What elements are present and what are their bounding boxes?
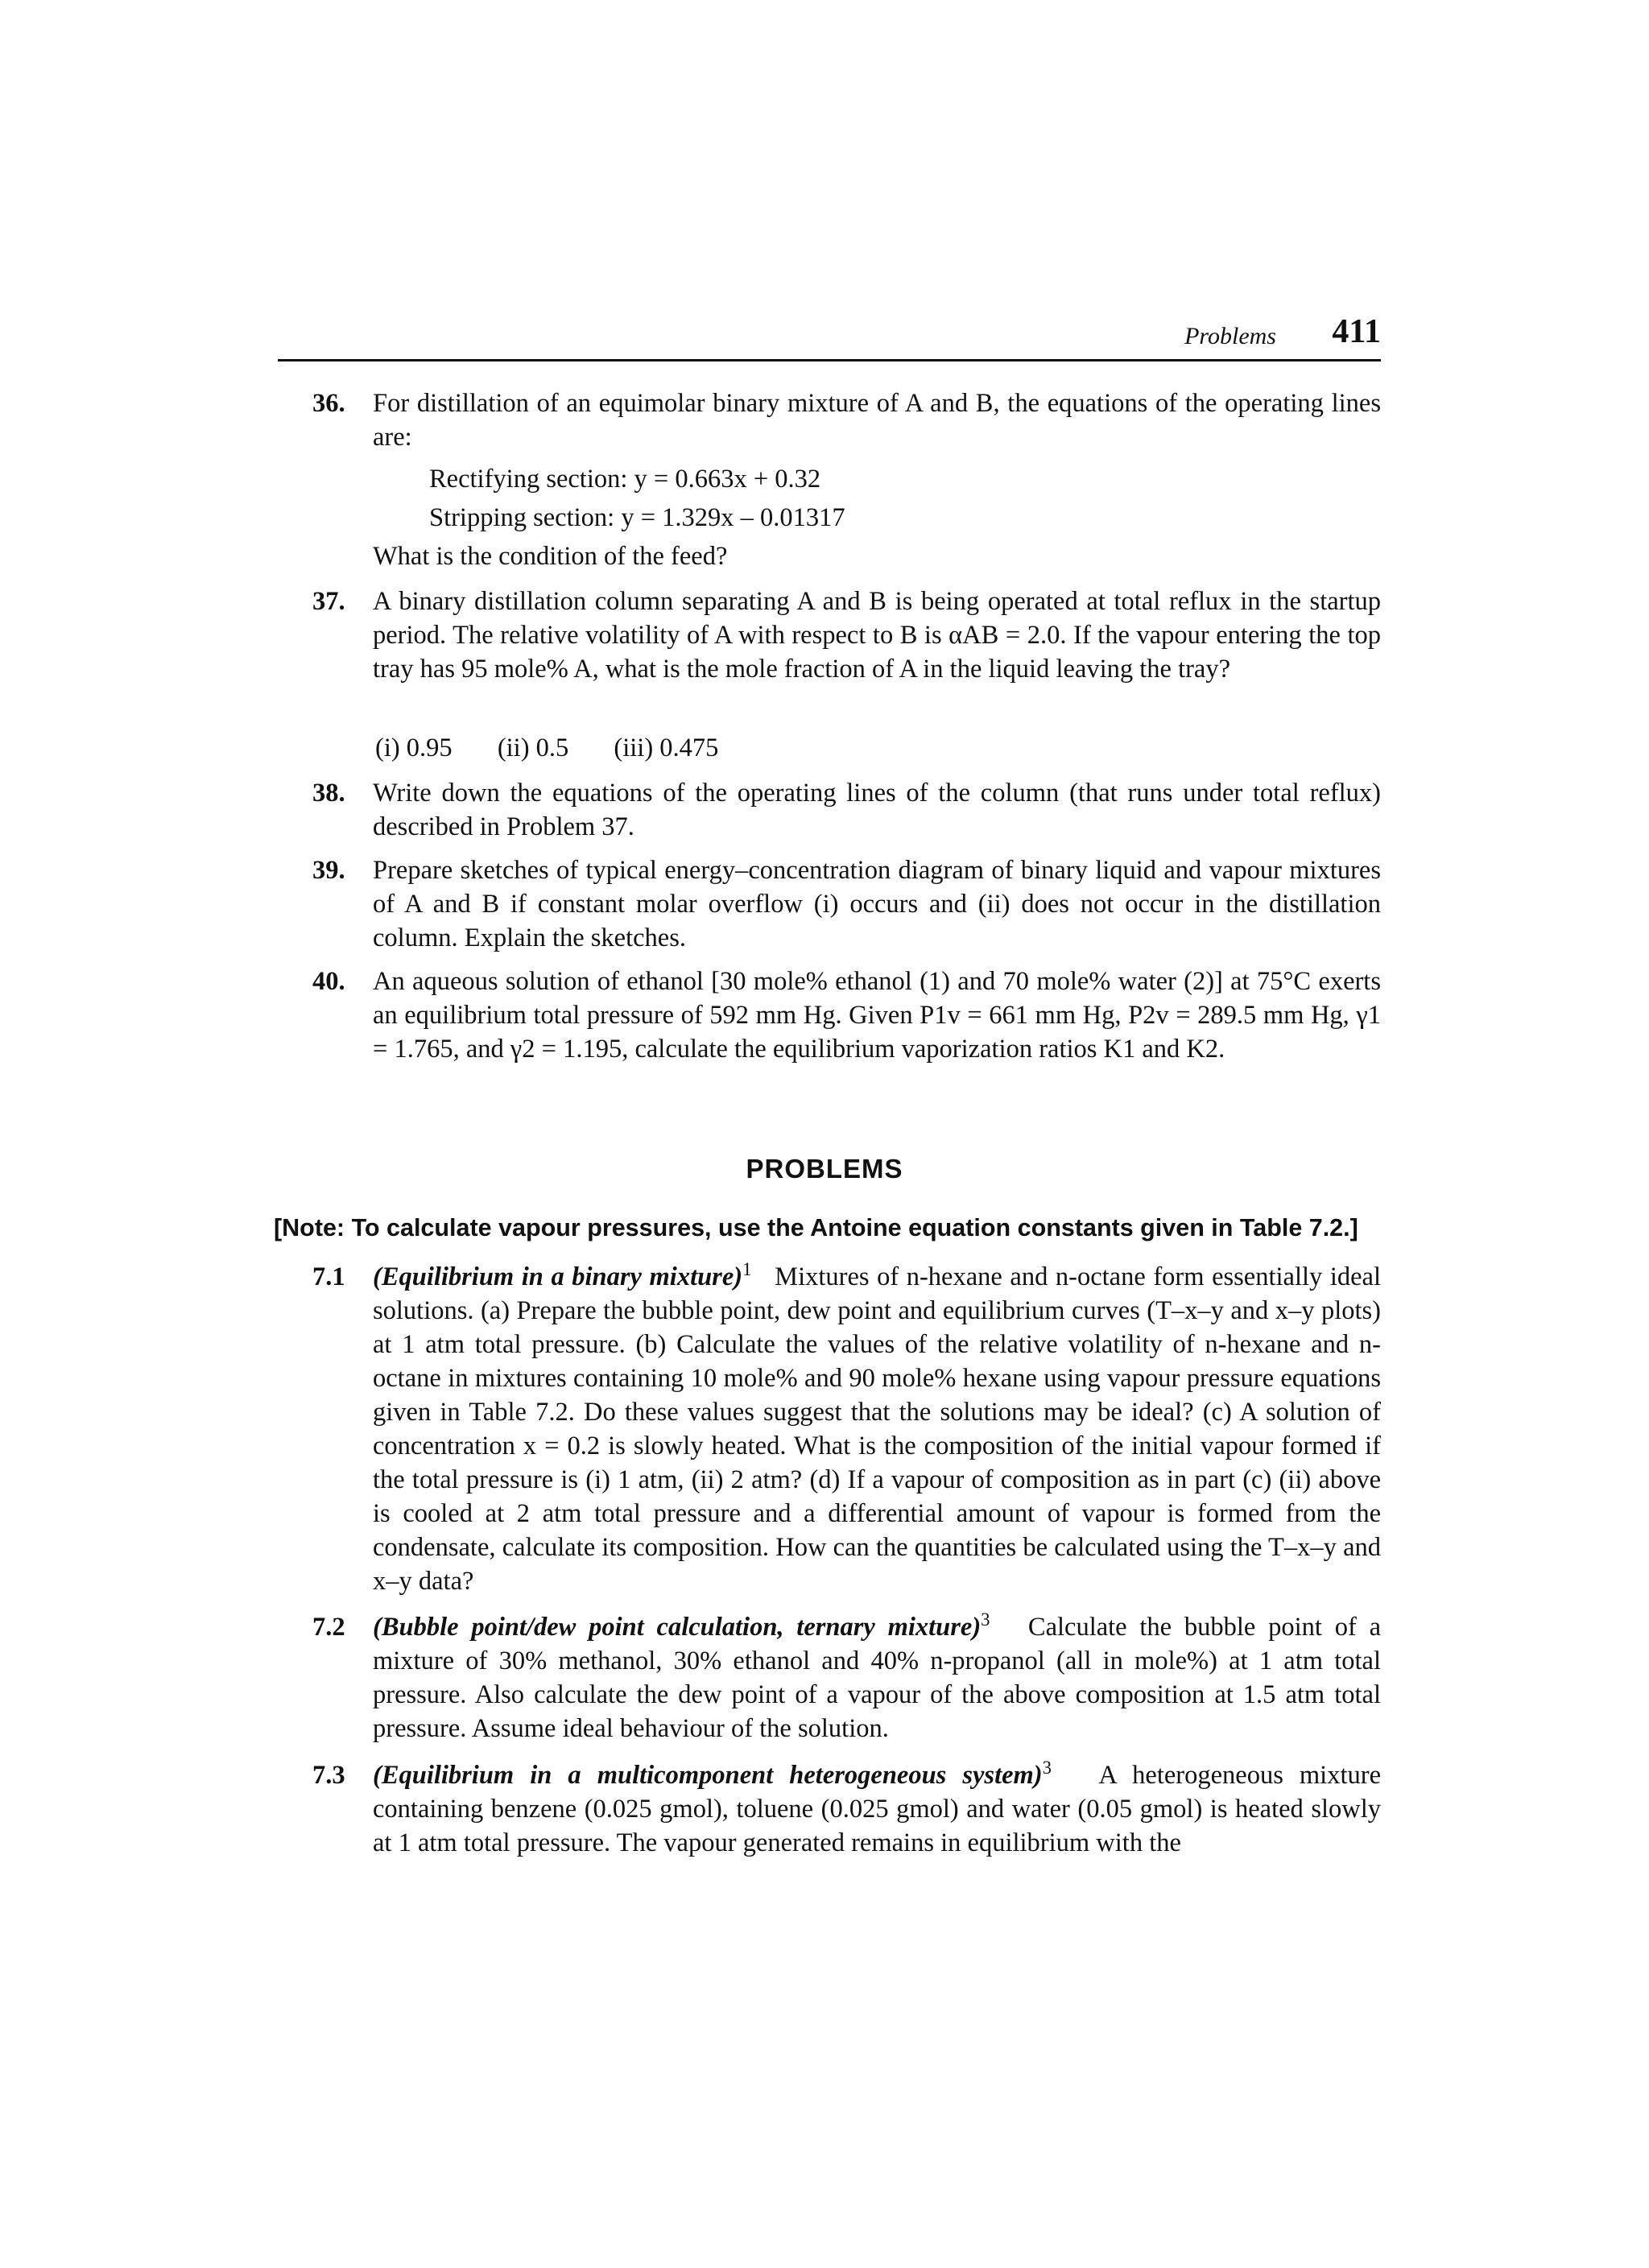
problem-number: 7.3 xyxy=(312,1761,345,1790)
reference-mark: 3 xyxy=(1042,1758,1052,1778)
question-number: 36. xyxy=(312,389,345,418)
antoine-note: [Note: To calculate vapour pressures, use the Antoine equation constants given in Table 7.2.] xyxy=(274,1214,1358,1241)
question-40-text: An aqueous solution of ethanol [30 mole% ethanol (1) and 70 mole% water (2)] at 75°C exerts an equilibrium total pressure of 592 mm Hg. Given P1v = 661 mm Hg, P2v = 289.5 mm Hg, γ1 = 1.765, and γ2 = 1.195, calculate the equilibrium vaporization ratios K1 and K2. xyxy=(373,967,1381,1064)
problem-text: A heterogeneous mixture containing benzene (0.025 gmol), toluene (0.025 gmol) and water (0.05 gmol) is heated slowly at 1 atm total pressure. The vapour generated remains in equilibrium with the xyxy=(373,1761,1381,1857)
question-number: 40. xyxy=(312,967,345,996)
header-section-title: Problems xyxy=(1184,323,1276,349)
question-36-text: For distillation of an equimolar binary mixture of A and B, the equations of the operating lines are: xyxy=(373,389,1381,452)
problem-7-2 xyxy=(373,1610,1381,1745)
problem-title: (Equilibrium in a binary mixture) xyxy=(373,1262,743,1291)
problem-title: (Equilibrium in a multicomponent heterogeneous system) xyxy=(373,1761,1043,1790)
stripping-equation: Stripping section: y = 1.329x – 0.01317 xyxy=(429,503,845,532)
question-38-text: Write down the equations of the operating lines of the column (that runs under total reflux) described in Problem 37. xyxy=(373,779,1381,841)
option: (iii) 0.475 xyxy=(614,733,719,762)
question-number: 38. xyxy=(312,779,345,808)
problem-text: Mixtures of n-hexane and n-octane form essentially ideal solutions. (a) Prepare the bubble point, dew point and equilibrium curves (T–x–y and x–y plots) at 1 atm total pressure. (b) Calculate the values of the relative volatility of n-hexane and n-octane in mixtures containing 10 mole% and 90 mole% hexane using vapour pressure equations given in Table 7.2. Do these values suggest that the solutions may be ideal? (c) A solution of concentration x = 0.2 is slowly heated. What is the composition of the initial vapour formed if the total pressure is (i) 1 atm, (ii) 2 atm? (d) If a vapour of composition as in part (c) (ii) above is cooled at 2 atm total pressure and a differential amount of vapour is formed from the condensate, calculate its composition. How can the quantities be calculated using the T–x–y and x–y data? xyxy=(373,1262,1382,1596)
question-number: 39. xyxy=(312,856,345,885)
problem-title: (Bubble point/dew point calculation, ternary mixture) xyxy=(373,1613,982,1642)
reference-mark: 3 xyxy=(981,1609,990,1630)
reference-mark: 1 xyxy=(742,1259,752,1280)
question-39-text: Prepare sketches of typical energy–concentration diagram of binary liquid and vapour mixtures of A and B if constant molar overflow (i) occurs and (ii) does not occur in the distillation column. Explain the sketches. xyxy=(373,856,1381,952)
problem-number: 7.2 xyxy=(312,1613,345,1642)
problem-text: Calculate the bubble point of a mixture of 30% methanol, 30% ethanol and 40% n-propanol (all in mole%) at 1 atm total pressure. Also calculate the dew point of a vapour of the above composition at 1.5 atm total pressure. Assume ideal behaviour of the solution. xyxy=(373,1613,1381,1743)
problems-heading: PROBLEMS xyxy=(746,1154,903,1184)
rectifying-equation: Rectifying section: y = 0.663x + 0.32 xyxy=(429,465,821,494)
running-header xyxy=(278,306,1381,361)
problem-7-3 xyxy=(373,1758,1381,1860)
question-37-text: A binary distillation column separating A and B is being operated at total reflux in the startup period. The relative volatility of A with respect to B is αAB = 2.0. If the vapour entering the top tray has 95 mole% A, what is the mole fraction of A in the liquid leaving the tray? xyxy=(373,587,1381,684)
option: (ii) 0.5 xyxy=(497,733,569,762)
question-number: 37. xyxy=(312,587,345,616)
problem-number: 7.1 xyxy=(312,1262,345,1291)
question-37-options xyxy=(375,731,757,765)
option: (i) 0.95 xyxy=(375,733,453,762)
problem-7-1 xyxy=(373,1260,1381,1598)
question-36-tail: What is the condition of the feed? xyxy=(373,542,728,571)
page-number: 411 xyxy=(1332,313,1381,350)
